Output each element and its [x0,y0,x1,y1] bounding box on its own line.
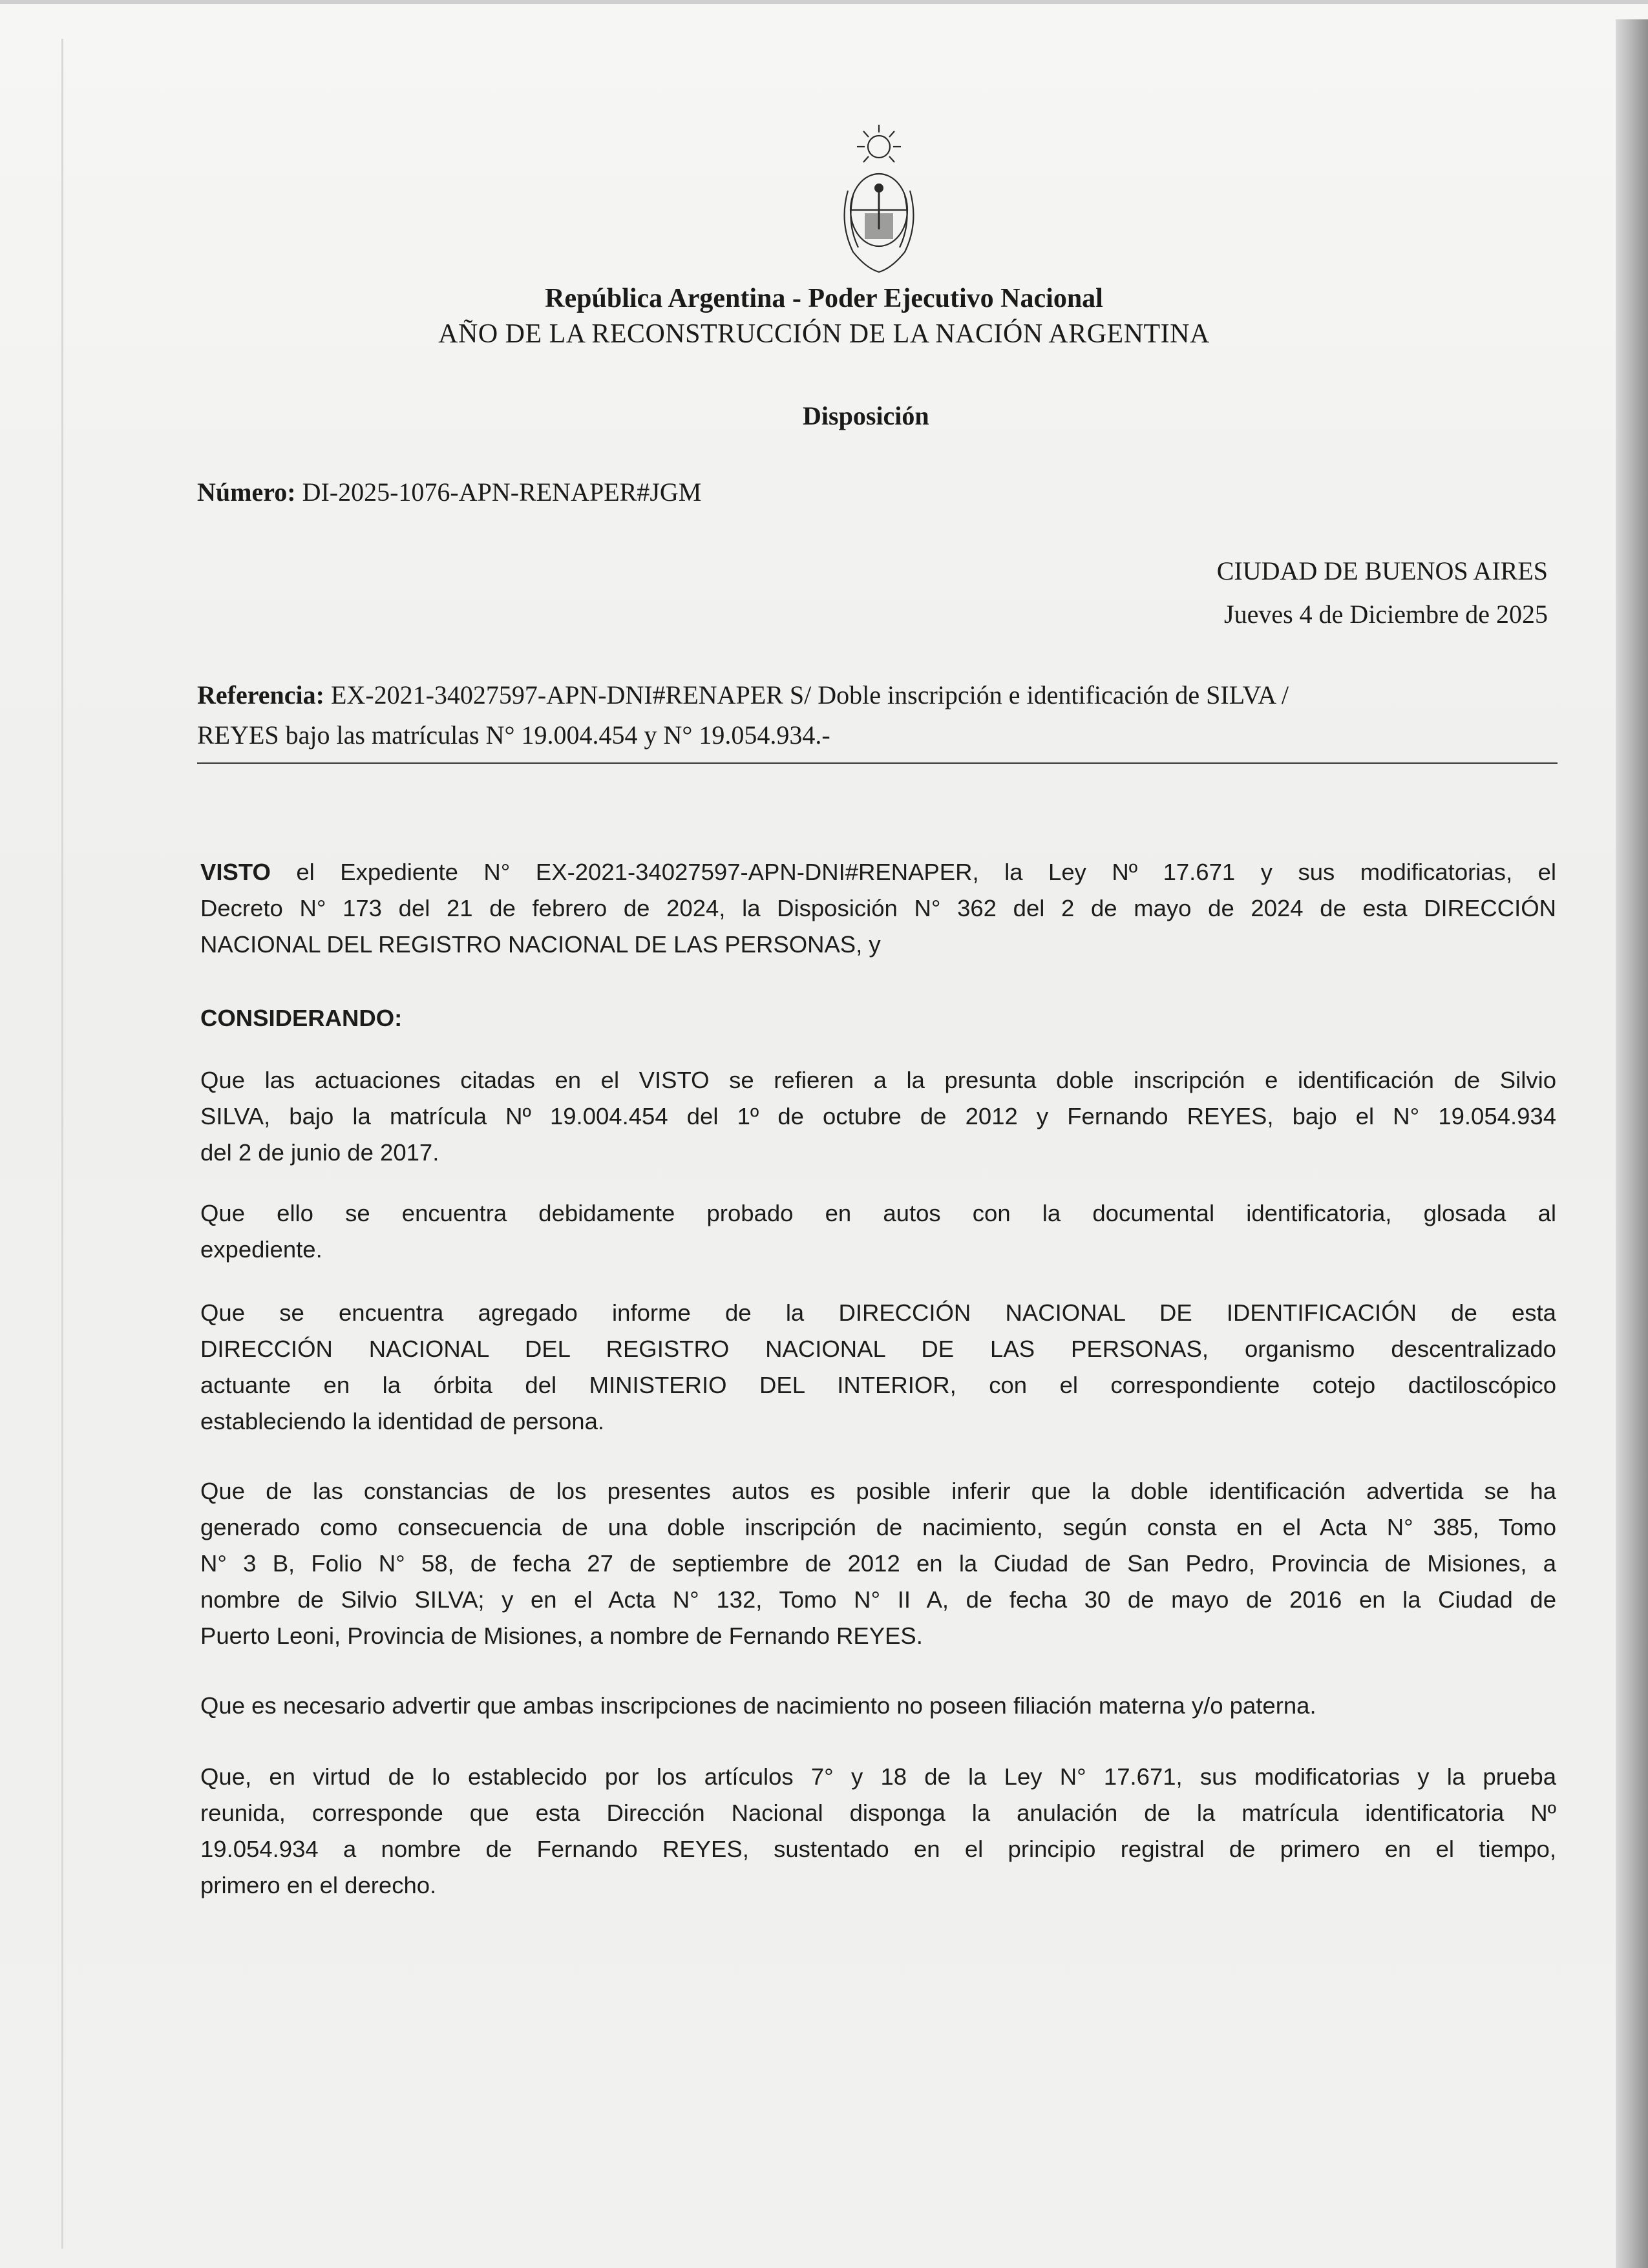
document-number [197,477,701,507]
considerando-paragraph-1: Que las actuaciones citadas en el VISTO se refieren a la presunta doble inscripción e identificación de Silvio SILVA, bajo la matrícula Nº 19.004.454 del 1º de octubre de 2012 y Fernando REYES, bajo el N° 19.054.934 del 2 de junio de 2017. [200,1067,1556,1166]
visto-line: NACIONAL DEL REGISTRO NACIONAL DE LAS PERSONAS, y [200,931,881,958]
scan-top-edge [0,0,1648,4]
visto-label: VISTO [200,859,271,885]
reference-text-2: REYES bajo las matrículas N° 19.004.454 y N° 19.054.934.- [197,720,830,750]
considerando-paragraph-3: Que se encuentra agregado informe de la DIRECCIÓN NACIONAL DE IDENTIFICACIÓN de esta DIRECCIÓN NACIONAL DEL REGISTRO NACIONAL DE LAS PERSONAS, organismo descentralizado actuante en la órbita del MINISTERIO DEL INTERIOR, con el correspondiente cotejo dactiloscópico estableciendo la identidad de persona. [200,1299,1556,1434]
reference-divider [197,762,1558,764]
scan-left-edge [61,39,63,2249]
visto-paragraph [200,854,1556,963]
document-number-value: DI-2025-1076-APN-RENAPER#JGM [302,478,702,507]
date: Jueves 4 de Diciembre de 2025 [1224,600,1548,629]
considerando-paragraph-6: Que, en virtud de lo establecido por los artículos 7° y 18 de la Ley N° 17.671, sus modificatorias y la prueba reunida, corresponde que esta Dirección Nacional disponga la anulación de la matrícula identificatoria Nº 19.054.934 a nombre de Fernando REYES, sustentado en el principio registral de primero en el tiempo, primero en el derecho. [200,1763,1556,1898]
scan-right-edge [1616,19,1648,2268]
reference-label: Referencia: [197,680,324,709]
reference-line [197,675,1554,715]
visto-line: Decreto N° 173 del 21 de febrero de 2024, la Disposición N° 362 del 2 de mayo de 2024 de esta DIRECCIÓN [200,895,1556,921]
document-type: Disposición [803,401,929,430]
considerando-paragraph-2: Que ello se encuentra debidamente probado en autos con la documental identificatoria, glosada al expediente. [200,1200,1556,1263]
reference-block [197,675,1554,755]
city: CIUDAD DE BUENOS AIRES [1216,556,1548,585]
year-motto: AÑO DE LA RECONSTRUCCIÓN DE LA NACIÓN ARGENTINA [438,319,1210,349]
considerando-paragraph-4: Que de las constancias de los presentes autos es posible inferir que la doble identificación advertida se ha generado como consecuencia de una doble inscripción de nacimiento, según consta en el Acta N° 385, Tomo N° 3 B, Folio N° 58, de fecha 27 de septiembre de 2012 en la Ciudad de San Pedro, Provincia de Misiones, a nombre de Silvio SILVA; y en el Acta N° 132, Tomo N° II A, de fecha 30 de mayo de 2016 en la Ciudad de Puerto Leoni, Provincia de Misiones, a nombre de Fernando REYES. [200,1478,1556,1649]
government-title: República Argentina - Poder Ejecutivo Nacional [545,284,1103,313]
coat-of-arms-seal [834,120,924,281]
considerando-paragraph-5: Que es necesario advertir que ambas inscripciones de nacimiento no poseen filiación materna y/o paterna. [200,1692,1316,1719]
visto-line: VISTO el Expediente N° EX-2021-34027597-APN-DNI#RENAPER, la Ley Nº 17.671 y sus modificatorias, el [200,859,1556,885]
document-number-label: Número: [197,478,296,507]
reference-text-1: EX-2021-34027597-APN-DNI#RENAPER S/ Doble inscripción e identificación de SILVA / [330,680,1289,709]
considerando-heading: CONSIDERANDO: [200,1005,403,1031]
